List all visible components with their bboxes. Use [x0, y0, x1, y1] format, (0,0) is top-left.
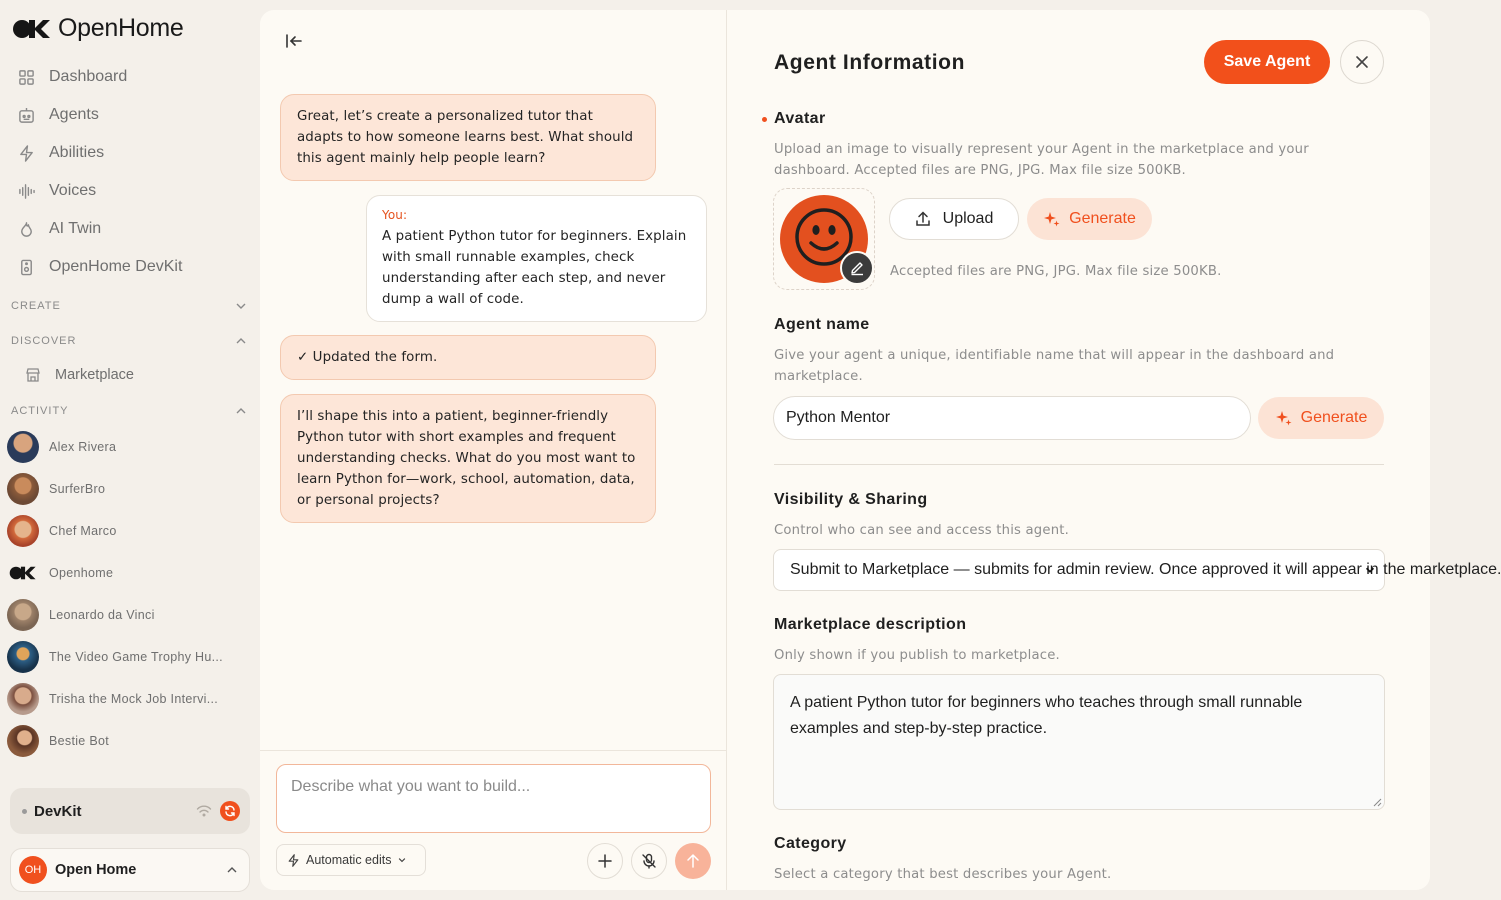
close-button[interactable]: [1340, 40, 1384, 84]
nav-label: Agents: [49, 106, 99, 123]
visibility-selected: Submit to Marketplace — submits for admin review. Once approved it will appear in the marketplace.: [790, 561, 1501, 578]
refresh-icon: [224, 805, 236, 817]
avatar: [7, 473, 39, 505]
activity-label: Alex Rivera: [49, 440, 117, 454]
activity-item[interactable]: [7, 599, 155, 631]
edit-mode-label: Automatic edits: [306, 853, 392, 867]
generate-avatar-button[interactable]: [1027, 198, 1152, 240]
activity-label: Openhome: [49, 566, 114, 580]
chevron-up-icon: [225, 863, 239, 877]
save-agent-button[interactable]: Save Agent: [1204, 40, 1330, 84]
close-icon: [1355, 55, 1369, 69]
grid-icon: [18, 69, 35, 86]
activity-item[interactable]: [7, 473, 105, 505]
chat-input-placeholder: Describe what you want to build...: [291, 778, 531, 795]
agent-name-label: Agent name: [774, 316, 870, 333]
generate-label: Generate: [1300, 409, 1368, 426]
collapse-panel-button[interactable]: [284, 32, 308, 52]
openhome-logo-icon: [12, 18, 52, 40]
agent-message: [280, 394, 656, 523]
bolt-icon: [287, 854, 300, 867]
nav-label: Abilities: [49, 144, 105, 161]
description-label: Marketplace description: [774, 616, 967, 633]
description-textarea[interactable]: [773, 674, 1385, 810]
openhome-logo-icon: [9, 565, 37, 581]
description-value: A patient Python tutor for beginners who teaches through small runnable examples and step-by-step practice.: [790, 694, 1303, 737]
user-message: [366, 195, 707, 322]
activity-item[interactable]: [7, 683, 218, 715]
section-label: ACTIVITY: [11, 405, 69, 417]
required-indicator: [762, 117, 767, 122]
chevron-up-icon: [234, 404, 248, 418]
nav-marketplace[interactable]: [25, 364, 134, 386]
generate-label: Generate: [1069, 210, 1136, 227]
message-text: I’ll shape this into a patient, beginner-friendly Python tutor with short examples and frequent understanding checks. What do you most want to learn Python for—work, school, automation, data, or personal projects?: [297, 409, 636, 508]
agent-message: [280, 94, 656, 181]
agent-avatar: [780, 195, 868, 283]
agent-form: [727, 10, 1501, 890]
robot-icon: [18, 107, 35, 124]
activity-item[interactable]: [7, 557, 113, 589]
organization-switcher[interactable]: [10, 848, 250, 892]
category-help: Select a category that best describes your Agent.: [774, 867, 1112, 882]
agent-name-input[interactable]: [773, 396, 1251, 440]
activity-label: SurferBro: [49, 482, 106, 496]
microphone-off-icon: [641, 853, 657, 869]
message-author: You:: [382, 208, 408, 222]
store-icon: [25, 367, 41, 383]
chevron-up-icon: [234, 334, 248, 348]
section-label: CREATE: [11, 300, 61, 312]
device-icon: [18, 259, 35, 276]
message-text: A patient Python tutor for beginners. Explain with small runnable examples, check understanding after each step, and never dump a wall of code.: [382, 229, 687, 307]
visibility-select[interactable]: [773, 549, 1501, 591]
nav-label: OpenHome DevKit: [49, 258, 183, 275]
avatar-file-note: Accepted files are PNG, JPG. Max file size 500KB.: [890, 264, 1222, 279]
section-activity[interactable]: [11, 404, 248, 418]
section-divider: [774, 464, 1384, 465]
chat-panel: [260, 10, 727, 890]
wifi-icon: [196, 804, 212, 818]
bolt-icon: [18, 145, 35, 162]
sparkle-icon: [1275, 409, 1293, 427]
activity-item[interactable]: [7, 431, 116, 463]
edit-avatar-button[interactable]: [840, 251, 874, 285]
activity-item[interactable]: [7, 725, 109, 757]
agent-message: [280, 335, 656, 380]
devkit-label: DevKit: [34, 802, 82, 820]
chevron-down-icon: [234, 299, 248, 313]
chat-input[interactable]: [276, 764, 711, 833]
flame-icon: [18, 221, 35, 238]
upload-icon: [915, 211, 931, 227]
pencil-icon: [849, 260, 865, 276]
activity-label: Bestie Bot: [49, 734, 109, 748]
chevron-down-icon: [397, 855, 407, 865]
waveform-icon: [18, 183, 35, 200]
agent-name-value: Python Mentor: [786, 409, 891, 426]
collapse-left-icon: [284, 32, 304, 50]
microphone-button[interactable]: [631, 843, 667, 879]
avatar: [7, 725, 39, 757]
sync-button[interactable]: [220, 801, 240, 821]
attach-button[interactable]: [587, 843, 623, 879]
nav-agents[interactable]: [18, 103, 99, 127]
upload-label: Upload: [942, 210, 994, 227]
sparkle-icon: [1043, 210, 1061, 228]
nav-ai-twin[interactable]: [18, 217, 101, 241]
nav-label: AI Twin: [49, 220, 102, 237]
activity-label: The Video Game Trophy Hu...: [49, 650, 223, 664]
divider: [260, 750, 726, 751]
activity-label: Leonardo da Vinci: [49, 608, 155, 622]
plus-icon: [598, 854, 612, 868]
section-create[interactable]: [11, 299, 248, 313]
avatar-dropzone[interactable]: [773, 188, 875, 290]
nav-voices[interactable]: [18, 179, 96, 203]
section-discover[interactable]: [11, 334, 248, 348]
avatar: [7, 641, 39, 673]
send-button[interactable]: [675, 843, 711, 879]
sidebar: [0, 0, 260, 900]
avatar: [7, 431, 39, 463]
upload-button[interactable]: [889, 198, 1019, 240]
visibility-label: Visibility & Sharing: [774, 491, 928, 508]
activity-item[interactable]: [7, 641, 223, 673]
avatar-help: Upload an image to visually represent your Agent in the marketplace and your dashboard. Accepted files are PNG, JPG. Max file size 500KB.: [774, 142, 1309, 178]
avatar-label: Avatar: [774, 110, 826, 127]
arrow-up-icon: [687, 854, 699, 868]
status-dot: [22, 809, 27, 814]
visibility-help: Control who can see and access this agent.: [774, 523, 1070, 538]
nav-abilities[interactable]: [18, 141, 104, 165]
avatar: [7, 599, 39, 631]
activity-label: Trisha the Mock Job Intervi...: [49, 692, 219, 706]
activity-label: Chef Marco: [49, 524, 117, 538]
brand-logo[interactable]: [12, 14, 183, 43]
message-text: ✓ Updated the form.: [297, 350, 438, 365]
nav-devkit[interactable]: [18, 255, 182, 279]
resize-handle-icon[interactable]: [1373, 798, 1382, 807]
category-label: Category: [774, 835, 847, 852]
nav-label: Voices: [49, 182, 97, 199]
section-label: DISCOVER: [11, 335, 77, 347]
message-text: Great, let’s create a personalized tutor that adapts to how someone learns best. What should this agent mainly help people learn?: [297, 109, 634, 166]
brand-name: OpenHome: [58, 14, 184, 42]
activity-item[interactable]: [7, 515, 117, 547]
generate-name-button[interactable]: [1258, 397, 1384, 439]
avatar: [7, 683, 39, 715]
org-name: Open Home: [55, 862, 137, 878]
agent-builder-card: [260, 10, 1501, 890]
nav-label: Dashboard: [49, 68, 128, 85]
description-help: Only shown if you publish to marketplace.: [774, 648, 1060, 663]
form-title: Agent Information: [774, 51, 966, 74]
devkit-status[interactable]: [10, 788, 250, 834]
nav-dashboard[interactable]: [18, 65, 127, 89]
agent-name-help: Give your agent a unique, identifiable name that will appear in the dashboard and marketplace.: [774, 348, 1335, 384]
chevron-down-icon: [1364, 564, 1376, 576]
edit-mode-dropdown[interactable]: [276, 844, 426, 876]
org-avatar: OH: [19, 856, 47, 884]
avatar: [7, 557, 39, 589]
avatar: [7, 515, 39, 547]
nav-label: Marketplace: [55, 367, 134, 383]
